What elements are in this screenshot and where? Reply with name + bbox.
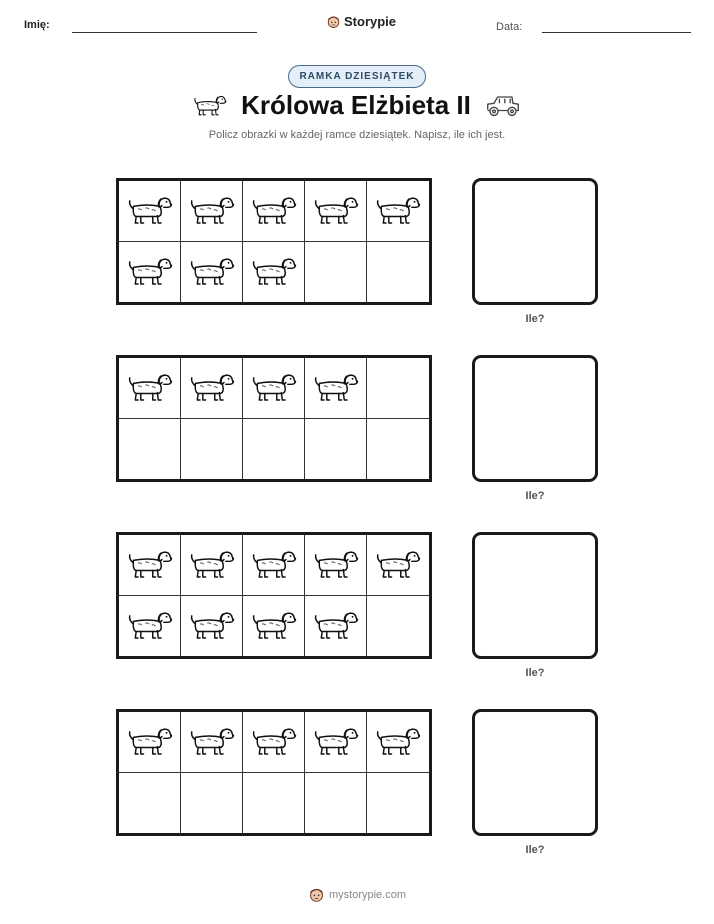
ten-frame-cell xyxy=(305,358,367,419)
ten-frame-cell xyxy=(243,242,305,303)
ten-frame-cell xyxy=(367,419,429,480)
answer-box[interactable] xyxy=(472,355,598,482)
dachshund-icon xyxy=(375,195,421,227)
dachshund-icon xyxy=(313,610,359,642)
dachshund-icon xyxy=(189,610,235,642)
dachshund-icon xyxy=(127,195,173,227)
ten-frame-cell xyxy=(305,535,367,596)
jeep-icon xyxy=(485,93,521,119)
ten-frame-cell xyxy=(367,535,429,596)
dachshund-icon xyxy=(127,372,173,404)
ten-frame-cell xyxy=(305,181,367,242)
ten-frame-cell xyxy=(367,181,429,242)
ten-frame-cell xyxy=(119,181,181,242)
ten-frame-cell xyxy=(243,358,305,419)
ten-frame-cell xyxy=(119,358,181,419)
answer-label: Ile? xyxy=(525,313,545,325)
dachshund-icon xyxy=(375,549,421,581)
dachshund-icon xyxy=(251,610,297,642)
worksheet-type-badge: RAMKA DZIESIĄTEK xyxy=(288,65,425,88)
dachshund-icon xyxy=(313,726,359,758)
ten-frame-cell xyxy=(119,712,181,773)
title-row xyxy=(0,90,714,121)
ten-frame-cell xyxy=(119,242,181,303)
instructions: Policz obrazki w każdej ramce dziesiątek. Napisz, ile ich jest. xyxy=(208,129,506,141)
ten-frame-cell xyxy=(367,596,429,657)
page-title: Królowa Elżbieta II xyxy=(241,90,471,120)
ten-frame-cell xyxy=(305,712,367,773)
dachshund-icon xyxy=(313,195,359,227)
dachshund-icon xyxy=(251,372,297,404)
dachshund-icon xyxy=(251,195,297,227)
ten-frame-cell xyxy=(367,242,429,303)
ten-frame-cell xyxy=(181,773,243,834)
ten-frame-cell xyxy=(181,358,243,419)
dachshund-icon xyxy=(189,372,235,404)
answer-box[interactable] xyxy=(472,178,598,305)
ten-frame-cell xyxy=(181,242,243,303)
ten-frame-cell xyxy=(243,181,305,242)
answer-box[interactable] xyxy=(472,532,598,659)
name-label: Imię: xyxy=(24,19,50,31)
ten-frame-cell xyxy=(305,596,367,657)
storypie-mascot-icon xyxy=(326,14,341,29)
dachshund-icon xyxy=(189,195,235,227)
ten-frame-cell xyxy=(119,419,181,480)
ten-frame-cell xyxy=(367,358,429,419)
brand-name: Storypie xyxy=(344,14,397,29)
dachshund-icon xyxy=(251,256,297,288)
date-line[interactable] xyxy=(542,32,691,33)
dachshund-icon xyxy=(251,726,297,758)
ten-frame-cell xyxy=(305,773,367,834)
date-label: Data: xyxy=(496,21,523,33)
answer-label: Ile? xyxy=(525,844,545,856)
ten-frame-cell xyxy=(367,712,429,773)
dachshund-icon xyxy=(189,549,235,581)
badge-wrap xyxy=(0,66,714,84)
ten-frame-cell xyxy=(119,535,181,596)
ten-frame-cell xyxy=(367,773,429,834)
ten-frame-cell xyxy=(181,535,243,596)
dachshund-icon xyxy=(127,256,173,288)
ten-frame-cell xyxy=(305,419,367,480)
dachshund-icon xyxy=(189,256,235,288)
ten-frame-cell xyxy=(243,419,305,480)
dachshund-icon xyxy=(251,549,297,581)
answer-label: Ile? xyxy=(525,667,545,679)
brand-logo xyxy=(326,14,396,29)
dachshund-icon xyxy=(127,610,173,642)
storypie-mascot-icon xyxy=(308,886,325,903)
ten-frame-cell xyxy=(181,419,243,480)
ten-frame-cell xyxy=(119,596,181,657)
ten-frame-cell xyxy=(305,242,367,303)
answer-label: Ile? xyxy=(525,490,545,502)
ten-frame-cell xyxy=(181,596,243,657)
ten-frame xyxy=(116,355,432,482)
ten-frame-cell xyxy=(243,773,305,834)
ten-frame-cell xyxy=(181,181,243,242)
dachshund-icon xyxy=(127,726,173,758)
answer-box[interactable] xyxy=(472,709,598,836)
dachshund-icon xyxy=(313,372,359,404)
ten-frame-cell xyxy=(243,535,305,596)
dachshund-icon xyxy=(189,726,235,758)
ten-frame-cell xyxy=(243,712,305,773)
dachshund-icon xyxy=(127,549,173,581)
footer xyxy=(308,886,406,903)
ten-frame xyxy=(116,709,432,836)
ten-frame-cell xyxy=(243,596,305,657)
ten-frame xyxy=(116,532,432,659)
ten-frame-cell xyxy=(181,712,243,773)
dog-icon xyxy=(193,94,227,118)
ten-frame-cell xyxy=(119,773,181,834)
name-line[interactable] xyxy=(72,32,257,33)
dachshund-icon xyxy=(313,549,359,581)
ten-frame xyxy=(116,178,432,305)
dachshund-icon xyxy=(375,726,421,758)
footer-url: mystorypie.com xyxy=(329,888,407,901)
